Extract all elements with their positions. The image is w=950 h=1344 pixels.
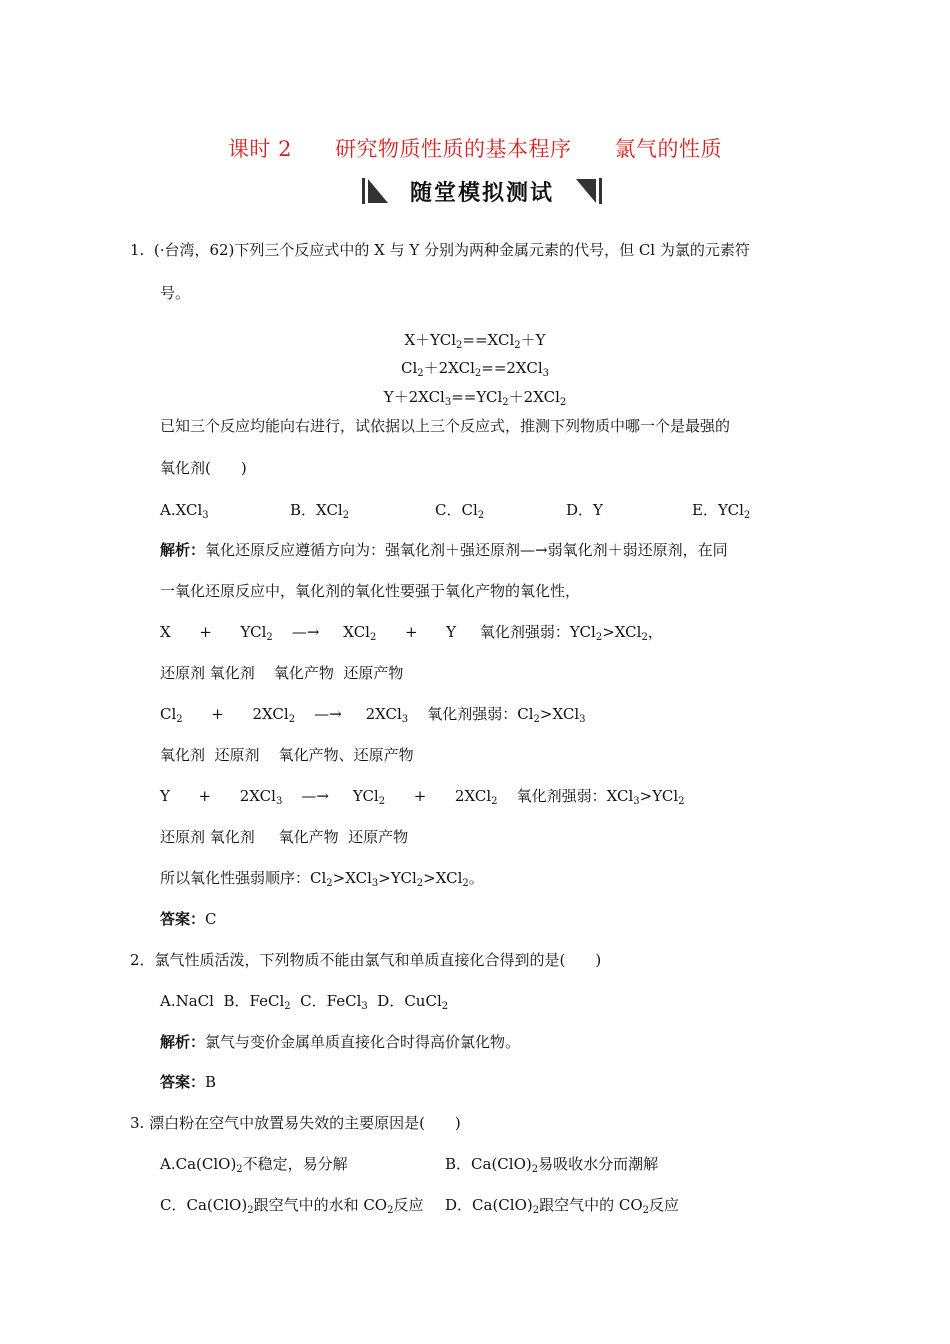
q1-option-b: B．XCl$_2$ <box>290 501 350 521</box>
q1-equation-3: Y＋2XCl$_3$==YCl$_2$＋2XCl$_2$ <box>383 388 567 408</box>
q1-reaction-1-roles: 还原剂 氧化剂 氧化产物 还原产物 <box>160 664 404 682</box>
q1-stem-line2: 号。 <box>160 284 191 302</box>
q1-option-d: D．Y <box>566 501 603 519</box>
q1-equation-1: X＋YCl$_2$==XCl$_2$＋Y <box>404 331 546 351</box>
banner-title: 随堂模拟测试 <box>409 181 554 206</box>
q1-answer-label: 答案： <box>160 910 206 928</box>
banner-right-triangle <box>576 179 596 203</box>
q1-reaction-1: X + YCl$_2$ —→ XCl$_2$ + Y 氧化剂强弱：YCl$_2$>XCl$_2$， <box>160 623 663 643</box>
page-title: 课时 2 研究物质性质的基本程序 氯气的性质 <box>227 137 723 161</box>
q3-option-c: C．$Ca(ClO)_2$跟空气中的水和 $CO_2$反应 <box>160 1196 424 1216</box>
q1-option-a: A.XCl$_3$ <box>160 501 209 521</box>
q2-analysis-label: 解析： <box>160 1033 206 1051</box>
banner-right-bar <box>599 178 602 204</box>
q1-reaction-2-roles: 氧化剂 还原剂 氧化产物、还原产物 <box>160 746 414 764</box>
q1-reaction-2: $Cl_2$ + 2XCl$_2$ —→ 2XCl$_3$ 氧化剂强弱：$Cl_2>XCl_3$ <box>160 705 586 725</box>
q1-equation-2: $Cl_2+2XCl_2==2XCl_3$ <box>400 359 549 379</box>
q2-stem: 2．氯气性质活泼，下列物质不能由氯气和单质直接化合得到的是( ) <box>130 951 602 969</box>
q1-stem-line4: 氧化剂( ) <box>160 459 247 477</box>
q1-oxidation-order: 所以氧化性强弱顺序：$Cl_2>XCl_3>YCl_2>XCl_2$。 <box>160 869 484 889</box>
q1-analysis-label: 解析： <box>160 541 206 559</box>
q1-option-c: C．$Cl_2$ <box>435 501 485 521</box>
q1-answer: 答案：C <box>160 910 217 928</box>
q3-option-b: B．$Ca(ClO)_2$易吸收水分而潮解 <box>445 1155 659 1175</box>
q1-stem-line3: 已知三个反应均能向右进行，试依据以上三个反应式，推测下列物质中哪一个是最强的 <box>160 417 731 435</box>
q3-stem: 3. 漂白粉在空气中放置易失效的主要原因是( ) <box>130 1114 461 1132</box>
q2-answer: 答案：B <box>160 1073 217 1091</box>
q1-reaction-3: Y + 2XCl$_3$ —→ YCl$_2$ + 2XCl$_2$ 氧化剂强弱：XCl$_3$>YCl$_2$ <box>160 787 685 807</box>
q1-reaction-3-roles: 还原剂 氧化剂 氧化产物 还原产物 <box>160 828 409 846</box>
section-banner <box>362 176 602 206</box>
q3-option-a: $A.Ca(ClO)_2$不稳定，易分解 <box>160 1155 348 1175</box>
q1-stem-line1: 1. (·台湾，62)下列三个反应式中的 X 与 Y 分别为两种金属元素的代号，但 Cl 为氯的元素符 <box>130 241 750 259</box>
q2-answer-label: 答案： <box>160 1073 206 1091</box>
q1-option-e: E．YCl$_2$ <box>692 501 751 521</box>
q3-option-d: D．$Ca(ClO)_2$跟空气中的 $CO_2$反应 <box>445 1196 680 1216</box>
banner-left-bar <box>362 178 365 204</box>
q1-analysis-line1: 解析：氧化还原反应遵循方向为：强氧化剂＋强还原剂—→弱氧化剂＋弱还原剂，在同 <box>160 541 728 559</box>
q2-options: A.NaCl B．FeCl$_2$ C．FeCl$_3$ D．CuCl$_2$ <box>160 992 449 1012</box>
q2-analysis: 解析：氯气与变价金属单质直接化合时得高价氯化物。 <box>160 1033 521 1051</box>
banner-left-triangle <box>368 179 388 203</box>
q1-analysis-line2: 一氧化还原反应中，氧化剂的氧化性要强于氧化产物的氧化性， <box>160 582 581 600</box>
